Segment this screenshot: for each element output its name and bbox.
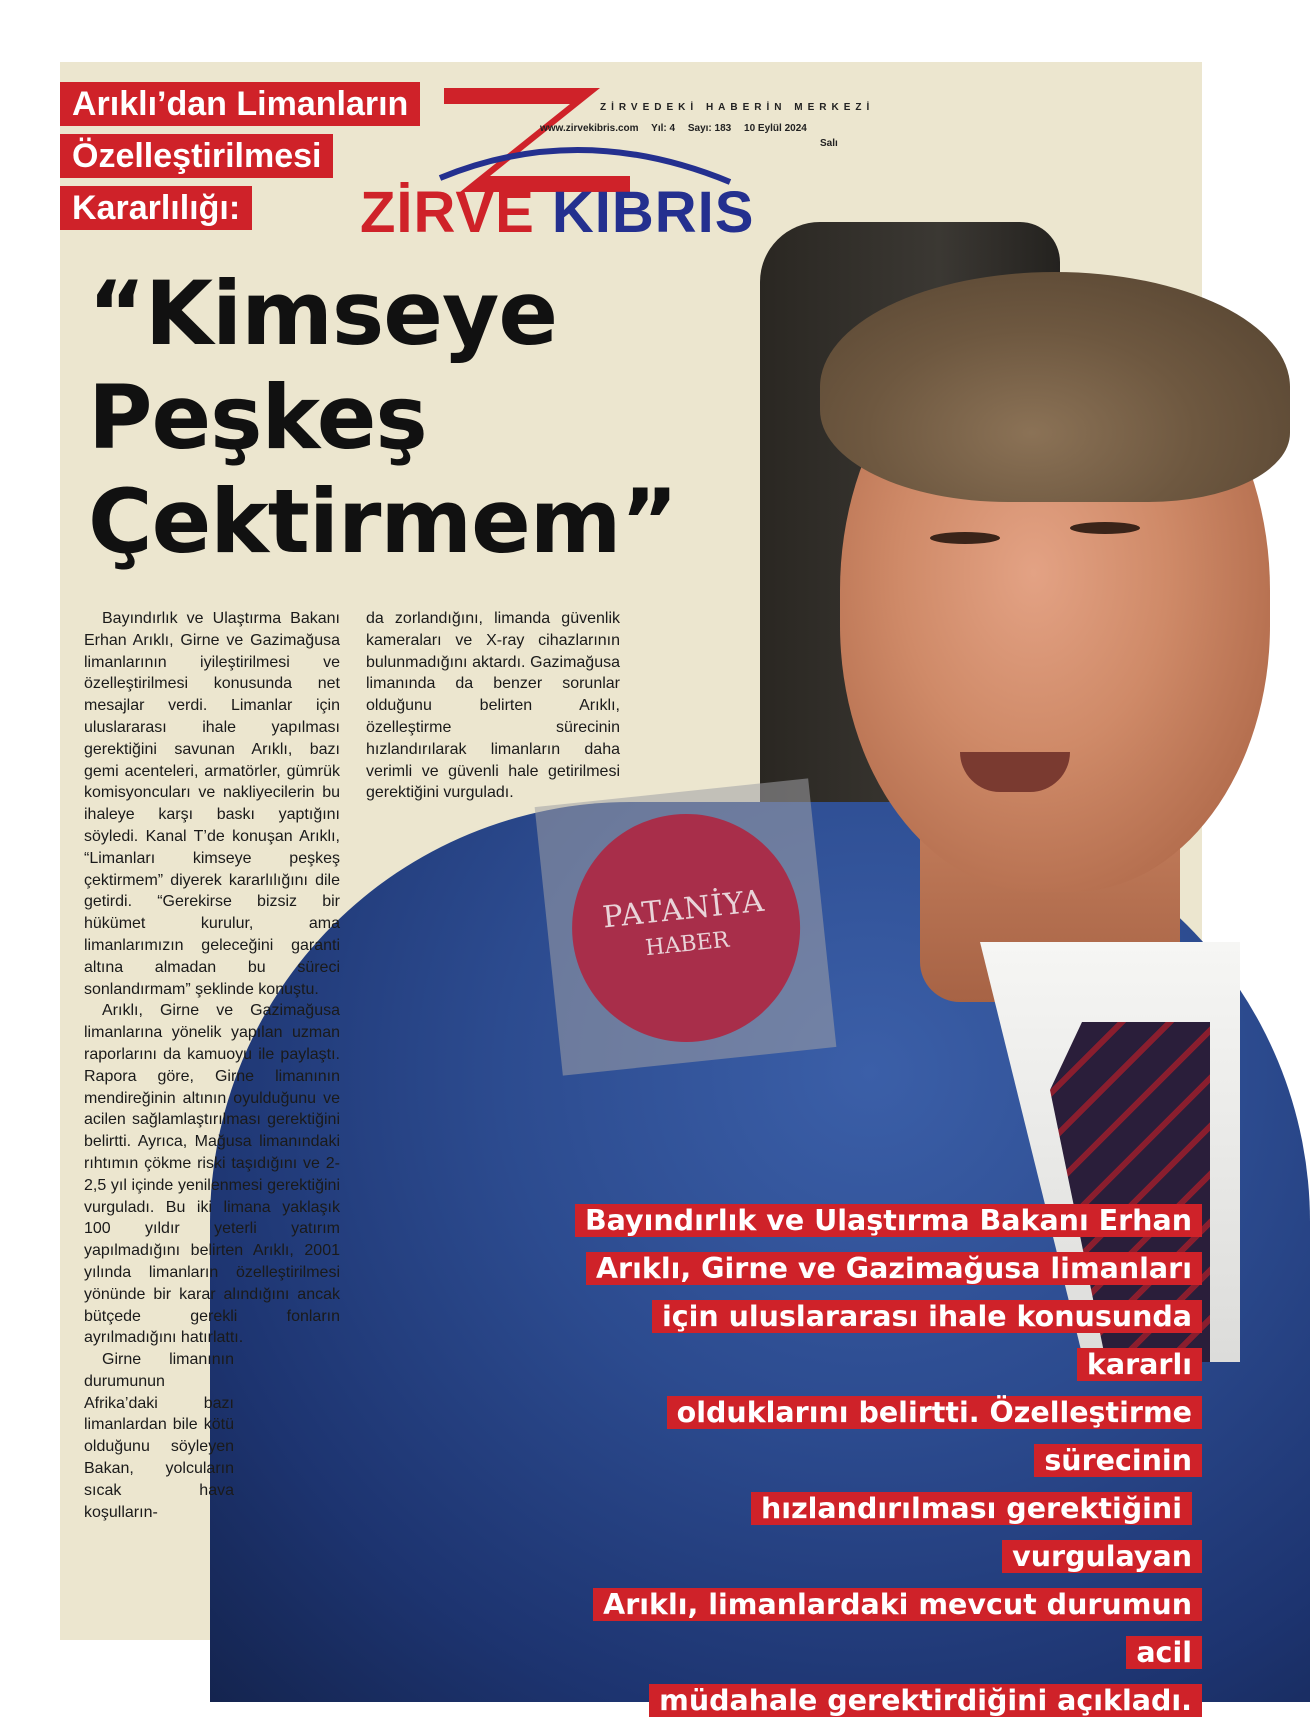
summary-text: Arıklı, Girne ve Gazimağusa limanları: [586, 1252, 1202, 1285]
summary-box: [572, 1197, 1202, 1725]
summary-line: [572, 1245, 1202, 1293]
summary-text: Bayındırlık ve Ulaştırma Bakanı Erhan: [575, 1204, 1202, 1237]
masthead-website: www.zirvekibris.com: [540, 123, 639, 134]
newspaper-page: [60, 62, 1202, 1717]
masthead-date: 10 Eylül 2024: [744, 123, 807, 134]
article-column-1: [84, 608, 340, 1523]
masthead-title-blue: KIBRIS: [551, 180, 755, 245]
article-column-2: [366, 608, 620, 804]
kicker-line-2: Özelleştirilmesi: [60, 134, 333, 178]
masthead-slogan: ZİRVEDEKİ HABERİN MERKEZİ: [600, 102, 875, 113]
summary-text: olduklarını belirtti. Özelleştirme sürecinin: [667, 1396, 1202, 1477]
article-paragraph: Girne limanının durumunun Afrika’daki bazı limanlardan bile kötü olduğunu söyleyen Bakan, yolcuların sıcak hava koşulların-: [84, 1351, 234, 1521]
summary-line: [572, 1197, 1202, 1245]
article-paragraph: Arıklı, Girne ve Gazimağusa limanlarına yönelik yapılan uzman raporlarını da kamuoyu ile paylaştı. Rapora göre, Girne limanının mendireğinin altının oyulduğunu ve acilen sağlamlaştırılması gerektiğini belirtti. Ayrıca, Mağusa limanındaki rıhtımın çökme riski taşıdığını ve 2-2,5 yıl içinde yenilenmesi gerektiğini vurguladı. Bu iki limana yaklaşık 100 yıldır yeterli yatırım yapılmadığını belirten Arıklı, 2001 yılında limanların özelleştirilmesi yönünde bir karar alındığını ancak bütçede gerekli fonların ayrılmadığını hatırlattı.: [84, 1002, 340, 1347]
hair: [820, 272, 1290, 502]
headline: [88, 262, 677, 574]
article-paragraph: Bayındırlık ve Ulaştırma Bakanı Erhan Arıklı, Girne ve Gazimağusa limanlarının iyileştirilmesi ve özelleştirilmesi konusunda net mesajlar verdi. Limanlar için uluslararası ihale yapılması gerektiğini savunan Arıklı, bazı gemi acenteleri, armatörler, gümrük komisyoncuları ve nakliyecilerin bu ihaleye karşı baskı yaptığını söyledi. Kanal T’de konuşan Arıklı, “Limanları kimseye peşkeş çektirmem” diyerek kararlılığını dile getirdi. “Gerekirse bizsiz bir hükümet kurulur, ama limanlarımızın geleceğini garanti altına almadan bu süreci sonlandırmam” şeklinde konuştu.: [84, 610, 340, 998]
watermark-line-1: PATANİYA: [600, 883, 767, 936]
headline-line-2: Peşkeş: [88, 366, 427, 469]
summary-text: müdahale gerektirdiğini açıkladı.: [649, 1684, 1202, 1717]
headline-line-1: “Kimseye: [88, 262, 557, 365]
kicker-line-1: Arıklı’dan Limanların: [60, 82, 420, 126]
masthead-title-red: ZİRVE: [360, 180, 535, 245]
masthead-day: Salı: [820, 138, 838, 149]
summary-line: [572, 1581, 1202, 1677]
masthead-title: [360, 182, 754, 244]
pataniya-watermark: [535, 778, 837, 1075]
summary-text: Arıklı, limanlardaki mevcut durumun acil: [593, 1588, 1202, 1669]
article-paragraph: da zorlandığını, limanda güvenlik kameraları ve X-ray cihazlarının bulunmadığını aktardı. Gazimağusa limanında da benzer sorunlar olduğunu belirten Arıklı, özelleştirme sürecinin hızlandırılarak limanların daha verimli ve güvenli hale getirilmesi gerektiğini vurguladı.: [366, 610, 620, 802]
summary-line: [572, 1389, 1202, 1485]
masthead-info: [540, 123, 817, 134]
kicker-line-3: Kararlılığı:: [60, 186, 252, 230]
summary-text: hızlandırılması gerektiğini vurgulayan: [751, 1492, 1202, 1573]
summary-text: için uluslararası ihale konusunda kararlı: [652, 1300, 1202, 1381]
watermark-line-2: HABER: [644, 927, 731, 962]
masthead-year: Yıl: 4: [651, 123, 676, 134]
masthead-issue: Sayı: 183: [687, 123, 732, 134]
headline-line-3: Çektirmem”: [88, 470, 678, 573]
summary-line: [572, 1677, 1202, 1725]
summary-line: [572, 1293, 1202, 1389]
summary-line: [572, 1485, 1202, 1581]
right-eye: [1070, 522, 1140, 534]
left-eye: [930, 532, 1000, 544]
